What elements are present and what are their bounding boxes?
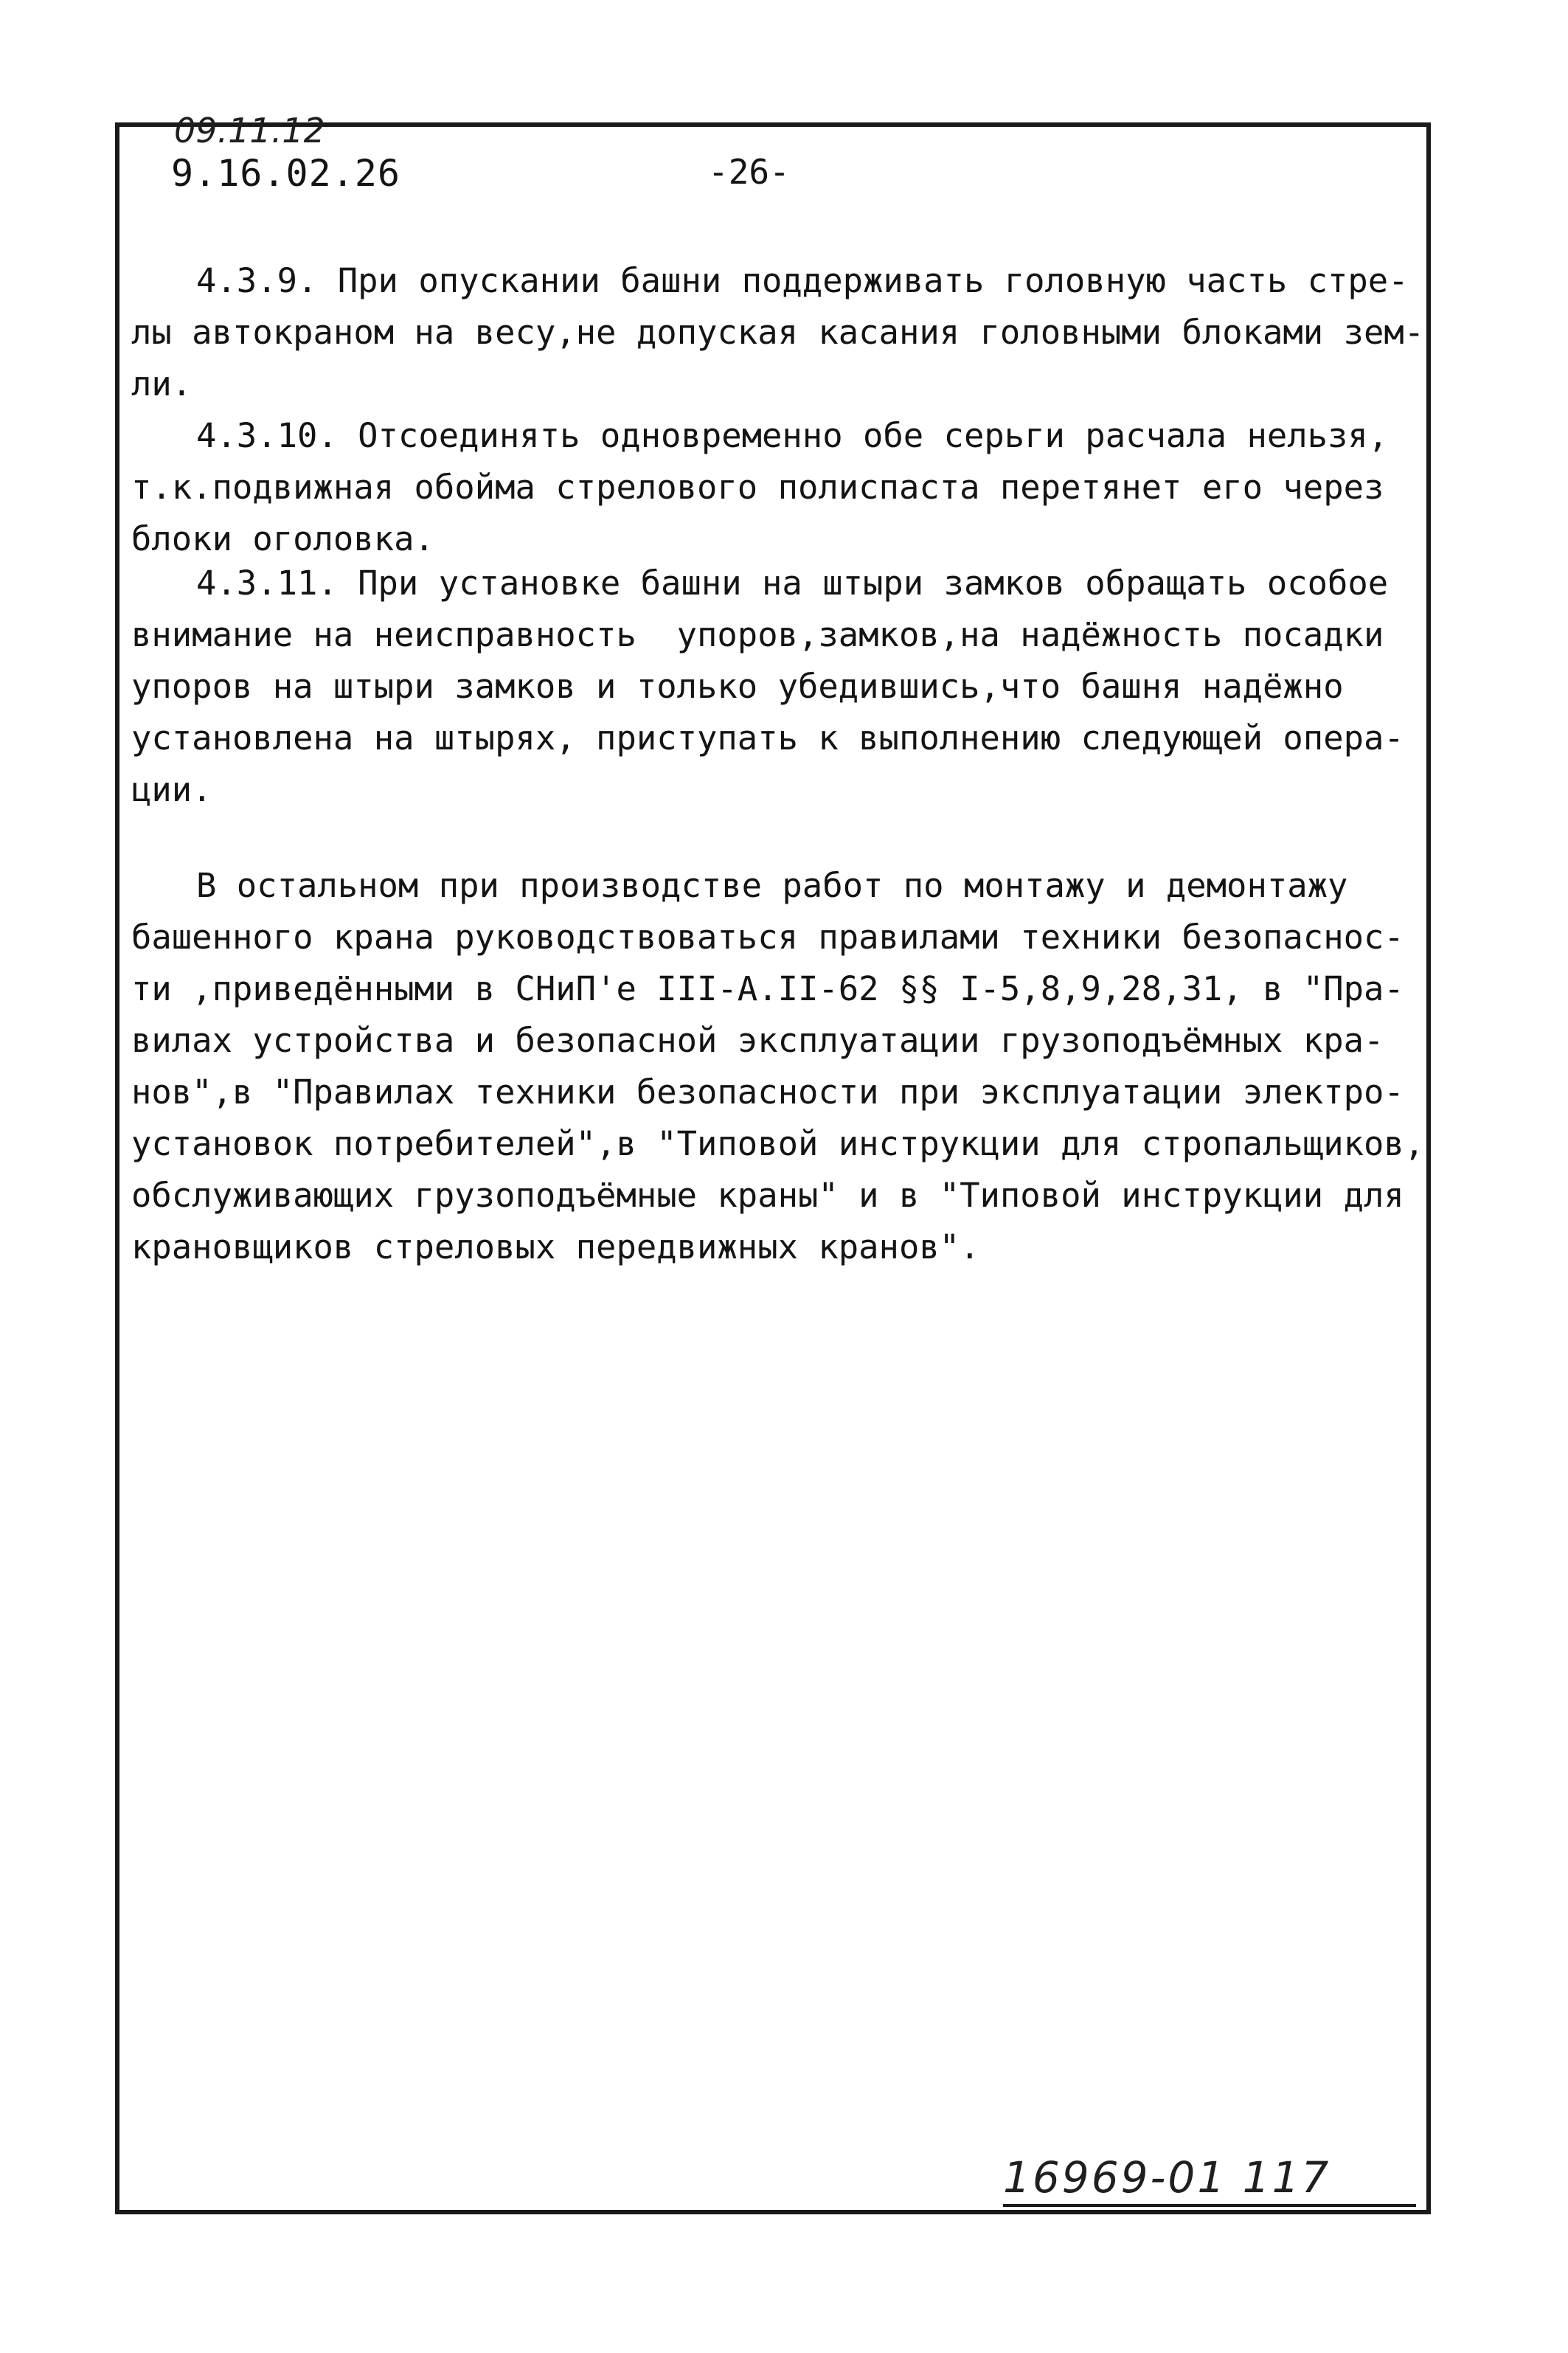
text-line: обслуживающих грузоподъёмные краны" и в "Типовой инструкции для <box>131 1176 1404 1215</box>
text-line: упоров на штыри замков и только убедившись,что башня надёжно <box>131 667 1344 706</box>
text-line: 4.3.9. При опускании башни поддерживать головную часть стре- <box>196 261 1409 300</box>
handwritten-footer-number: 16969-01 117 <box>1003 2152 1331 2203</box>
page-number: -26- <box>708 152 790 192</box>
text-line: т.к.подвижная обойма стрелового полиспаста перетянет его через <box>131 468 1384 507</box>
text-line: 4.3.10. Отсоединять одновременно обе серьги расчала нельзя, <box>196 416 1389 455</box>
text-line: крановщиков стреловых передвижных кранов". <box>131 1227 980 1266</box>
text-line: ли. <box>131 364 192 403</box>
paragraph-general-rules <box>131 860 1429 1273</box>
text-line: ти ,приведёнными в СНиП'е III-А.II-62 §§ I-5,8,9,28,31, в "Пра- <box>131 969 1404 1008</box>
paragraph-4-3-9 <box>131 255 1429 410</box>
text-line: нов",в "Правилах техники безопасности при эксплуатации электро- <box>131 1072 1404 1112</box>
document-code: 9.16.02.26 <box>171 152 401 195</box>
text-line: В остальном при производстве работ по монтажу и демонтажу <box>196 866 1348 905</box>
text-line: блоки оголовка. <box>131 519 434 558</box>
text-line: башенного крана руководствоваться правилами техники безопаснос- <box>131 918 1404 957</box>
paragraph-4-3-11 <box>131 558 1429 816</box>
paragraph-4-3-10 <box>131 410 1429 565</box>
text-line: лы автокраном на весу,не допуская касания головными блоками зем- <box>131 313 1425 352</box>
text-line: вилах устройства и безопасной эксплуатации грузоподъёмных кра- <box>131 1021 1384 1060</box>
text-line: внимание на неисправность упоров,замков,на надёжность посадки <box>131 615 1384 654</box>
text-line: установлена на штырях, приступать к выполнению следующей опера- <box>131 718 1404 758</box>
text-line: 4.3.11. При установке башни на штыри замков обращать особое <box>196 564 1389 603</box>
footer-underline <box>1003 2204 1416 2207</box>
text-line: ции. <box>131 770 212 809</box>
handwritten-date: 09.11.12 <box>174 111 325 150</box>
text-line: установок потребителей",в "Типовой инструкции для стропальщиков, <box>131 1124 1425 1163</box>
